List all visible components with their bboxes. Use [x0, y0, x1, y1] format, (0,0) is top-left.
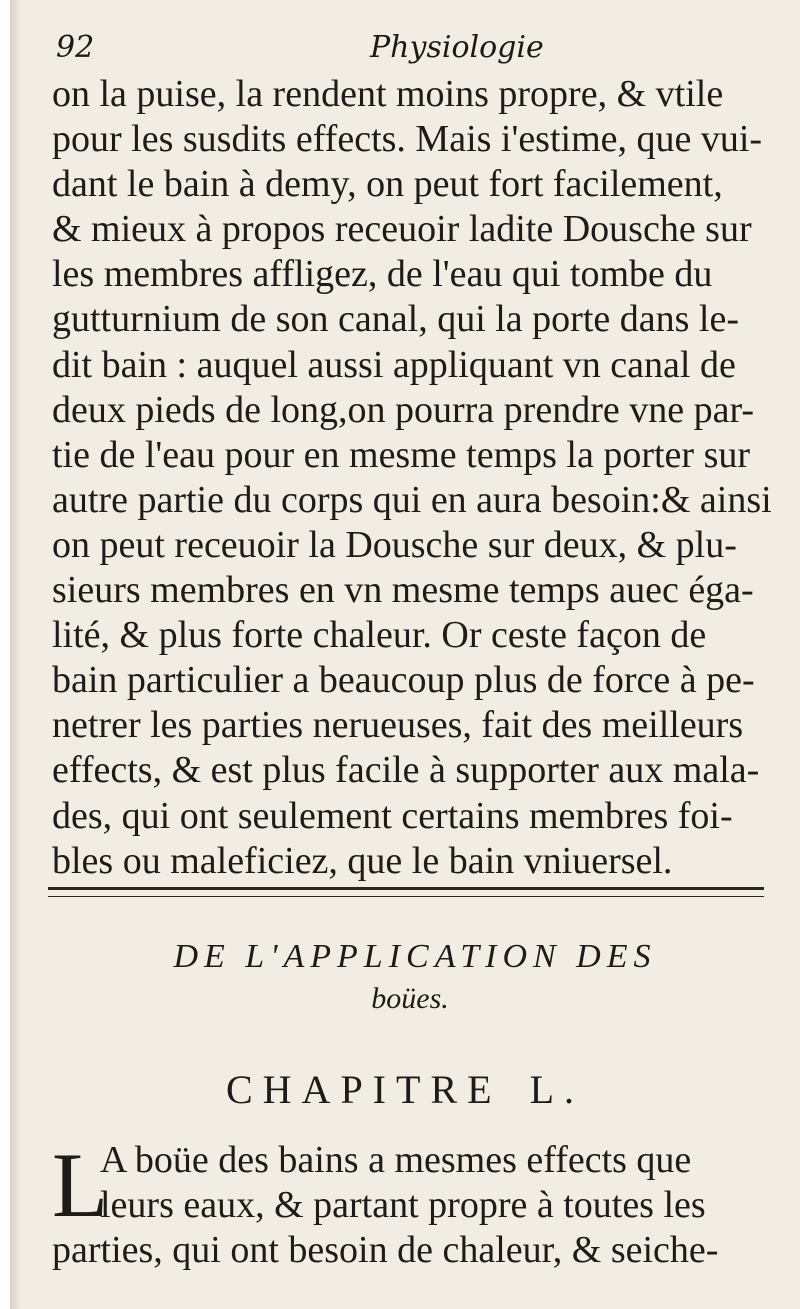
text-line: tie de l'eau pour en mesme temps la porter sur — [52, 433, 751, 476]
drop-cap: L — [52, 1134, 109, 1236]
section-heading-line: boües. — [371, 982, 449, 1015]
text-line: effects, & est plus facile à supporter aux mala- — [52, 749, 760, 792]
chapter-label: CHAPITRE — [225, 1067, 502, 1112]
section-heading-line: DE L'APPLICATION DES — [173, 938, 657, 975]
text-line: lité, & plus forte chaleur. Or ceste façon de — [52, 614, 707, 657]
text-line: gutturnium de son canal, qui la porte dans le- — [52, 298, 739, 341]
text-line: netrer les parties nerueuses, fait des meilleurs — [52, 704, 744, 747]
text-line: dit bain : auquel aussi appliquant vn canal de — [52, 343, 736, 386]
text-line: bain particulier a beaucoup plus de force à pe- — [52, 659, 755, 702]
text-line: dant le bain à demy, on peut fort facilement, — [52, 163, 723, 206]
text-line: on peut receuoir la Dousche sur deux, & plu- — [52, 523, 737, 566]
page-header — [10, 30, 800, 76]
text-line: & mieux à propos receuoir ladite Dousche sur — [52, 208, 752, 251]
text-line: autre partie du corps qui en aura besoin:& ainsi — [52, 478, 772, 521]
book-page — [10, 0, 800, 1309]
text-line: deux pieds de long,on pourra prendre vne par- — [52, 388, 754, 431]
text-line: sieurs membres en vn mesme temps auec éga- — [52, 569, 754, 612]
body-paragraph — [52, 72, 787, 884]
section-heading — [10, 938, 800, 1016]
text-line: on la puise, la rendent moins propre, & vtile — [52, 73, 724, 115]
section-divider-rule — [48, 887, 764, 897]
text-line: des, qui ont seulement certains membres foi- — [52, 794, 733, 837]
text-line: bles ou maleficiez, que le bain vniuersel. — [52, 839, 673, 882]
text-line: pour les susdits effects. Mais i'estime, que vui- — [52, 118, 763, 161]
text-line: parties, qui ont besoin de chaleur, & seiche- — [52, 1229, 719, 1272]
text-line: leurs eaux, & partant propre à toutes les — [100, 1184, 706, 1227]
text-line: les membres affligez, de l'eau qui tombe du — [52, 253, 713, 296]
running-head: Physiologie — [370, 30, 544, 65]
chapter-paragraph — [52, 1134, 787, 1273]
text-line: A boüe des bains a mesmes effects que — [100, 1139, 692, 1181]
page-number: 92 — [56, 30, 95, 65]
chapter-title — [10, 1066, 800, 1113]
chapter-number: L. — [529, 1067, 584, 1112]
